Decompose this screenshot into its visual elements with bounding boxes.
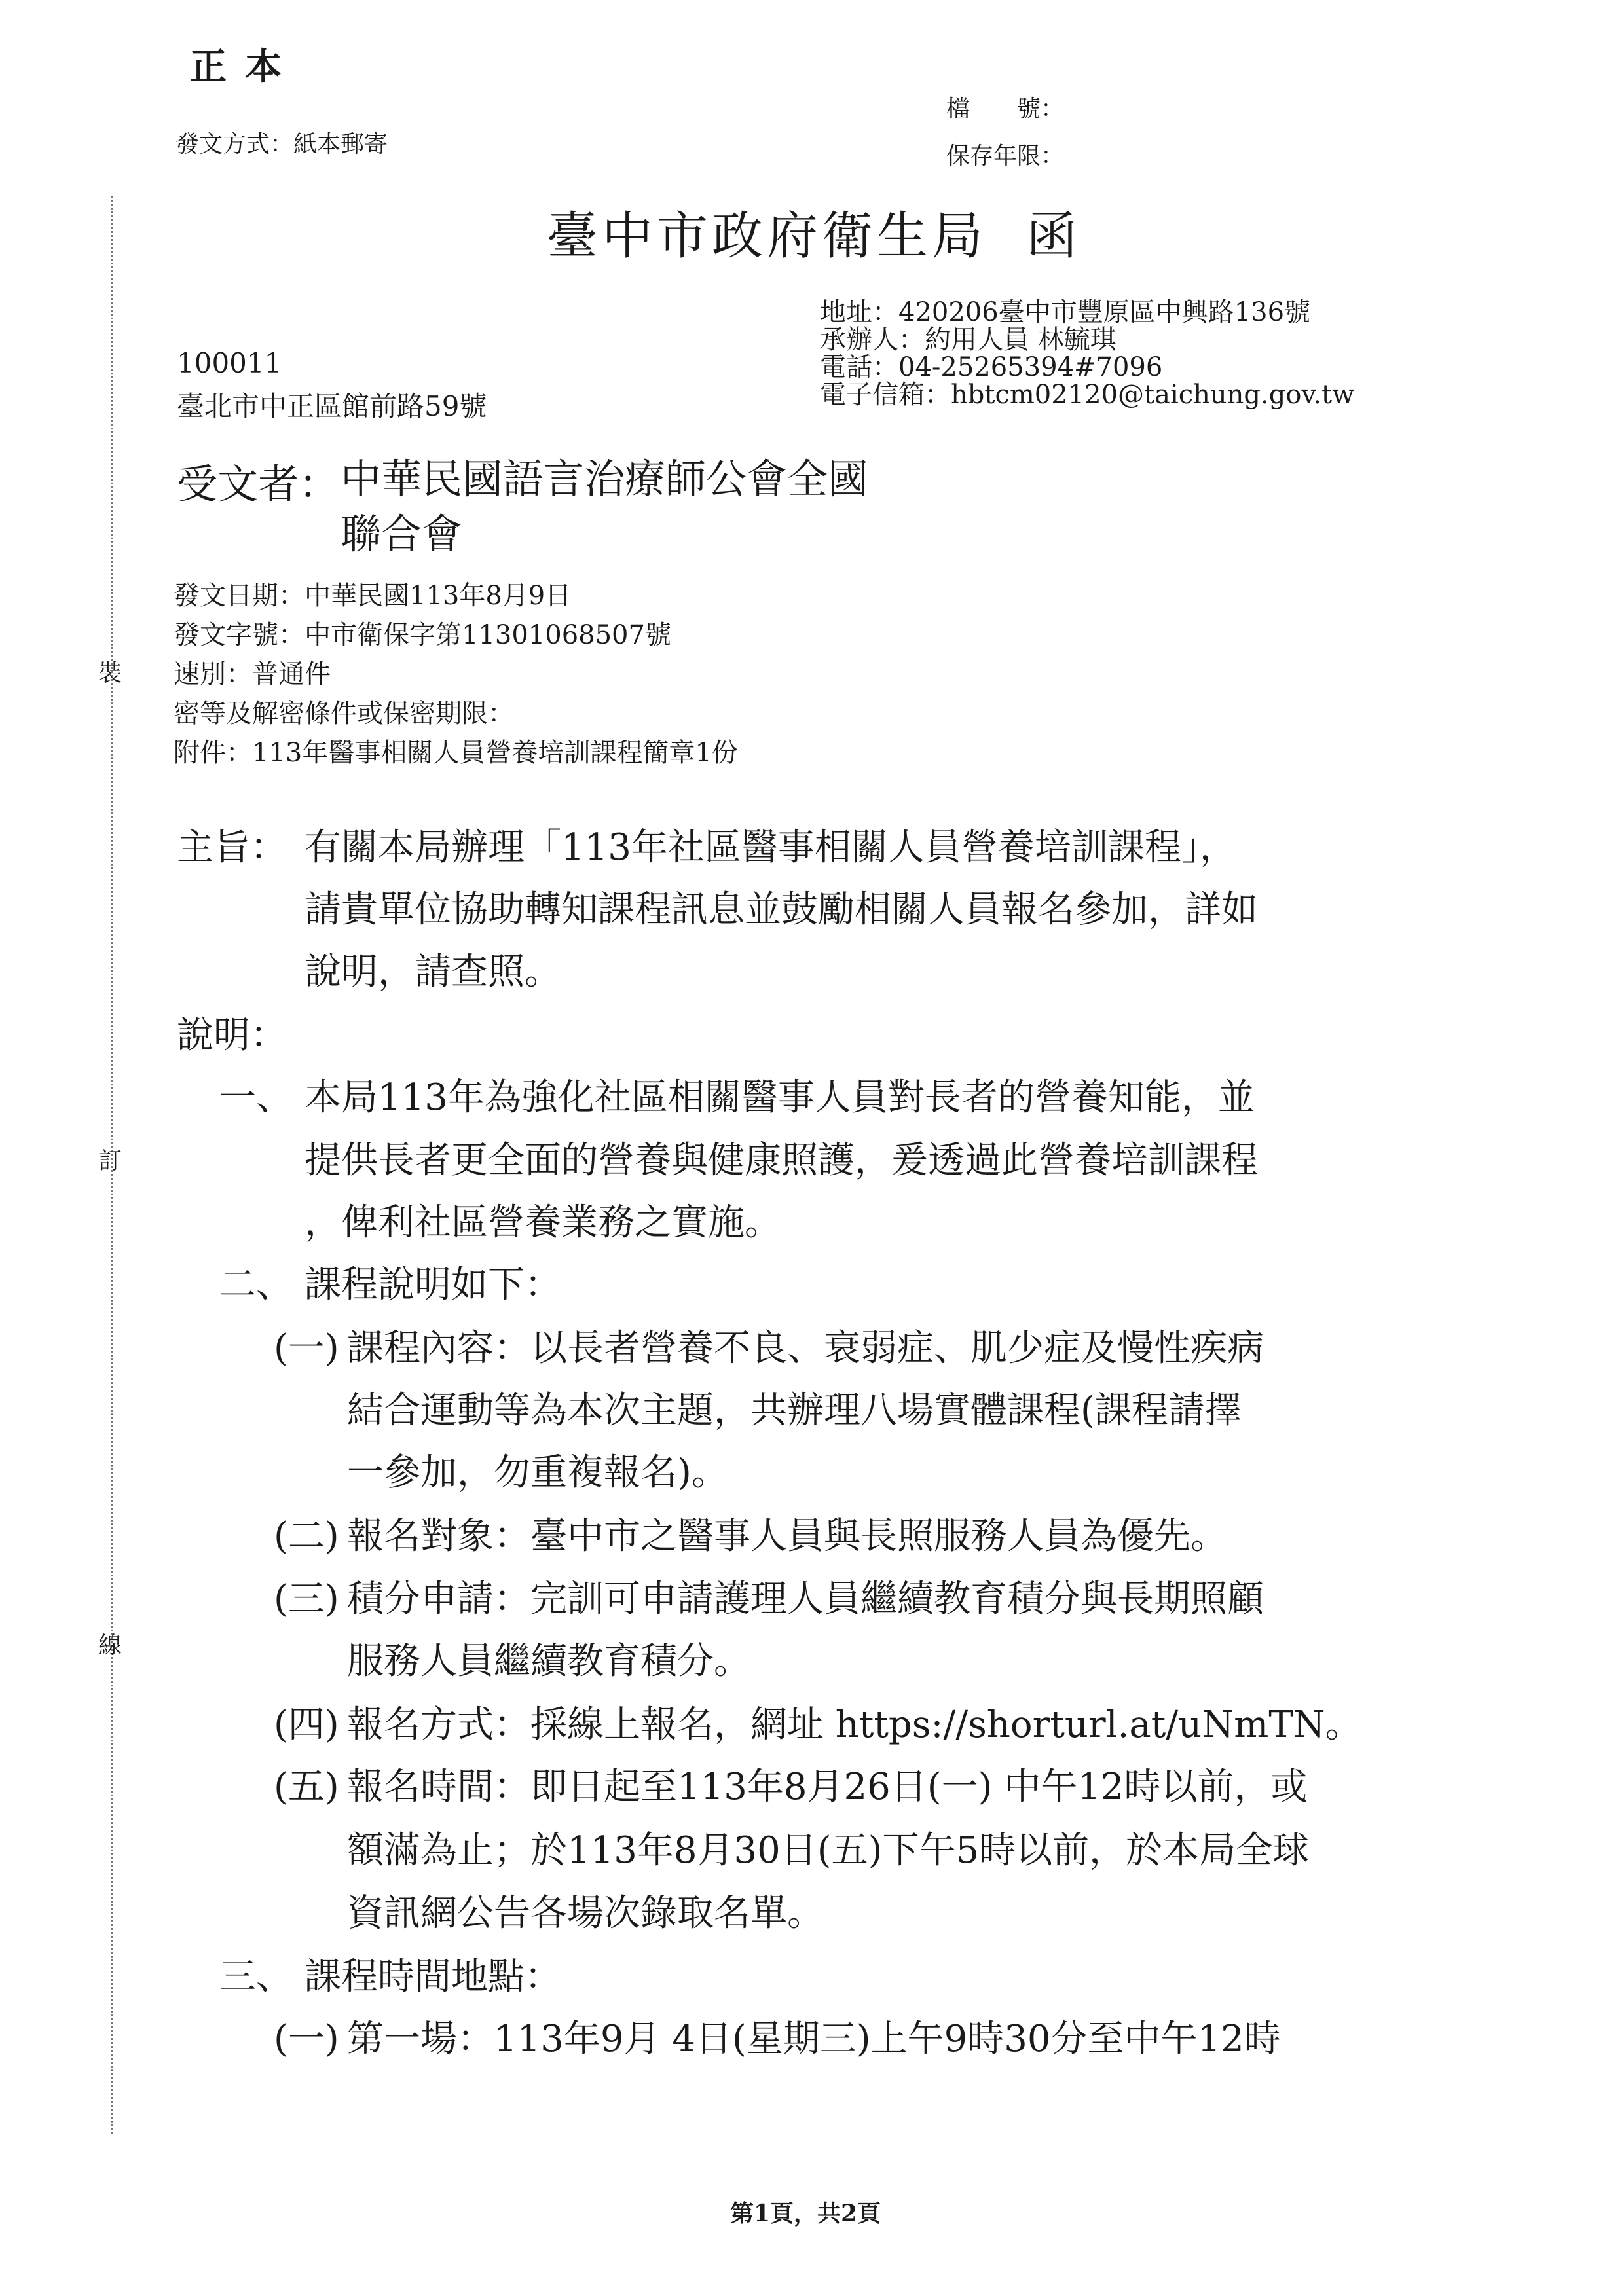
item-2-sub-5-line-2: 額滿為止；於113年8月30日(五)下午5時以前，於本局全球: [347, 1829, 1310, 1872]
item-2-sub-4-number: (四): [274, 1704, 339, 1746]
subject-line-2: 請貴單位協助轉知課程訊息並鼓勵相關人員報名參加，詳如: [304, 888, 1258, 931]
sender-email: 電子信箱：hbtcm02120@taichung.gov.tw: [820, 380, 1355, 410]
item-1-line-1: 本局113年為強化社區相關醫事人員對長者的營養知能，並: [304, 1076, 1255, 1119]
document-type: 函: [1026, 207, 1082, 266]
item-2-sub-3-line-2: 服務人員繼續教育積分。: [347, 1640, 750, 1683]
item-2-sub-1-number: (一): [274, 1327, 339, 1370]
binding-mark-xian: 線: [98, 1632, 122, 1659]
item-2-heading: 課程說明如下：: [304, 1264, 561, 1306]
recipient-mailing-address: 臺北市中正區館前路59號: [177, 390, 487, 422]
item-2-sub-1-line-1: 課程內容：以長者營養不良、衰弱症、肌少症及慢性疾病: [347, 1327, 1264, 1370]
issue-date: 發文日期：中華民國113年8月9日: [174, 581, 572, 611]
item-2-sub-1-line-2: 結合運動等為本次主題，共辦理八場實體課程(課程請擇: [347, 1389, 1242, 1432]
item-1-number: 一、: [219, 1076, 293, 1119]
item-1-line-2: 提供長者更全面的營養與健康照護，爰透過此營養培訓課程: [304, 1139, 1258, 1182]
item-3-sub-1-number: (一): [274, 2018, 339, 2060]
item-2-sub-1-line-3: 一參加，勿重複報名)。: [347, 1451, 728, 1494]
subject-line-3: 說明，請查照。: [304, 951, 561, 993]
item-2-sub-4-line-1: 報名方式：採線上報名，網址 https://shorturl.at/uNmTN。: [347, 1704, 1362, 1746]
explanation-label: 說明：: [177, 1014, 287, 1057]
document-title: [547, 195, 1081, 268]
delivery-speed: 速別：普通件: [174, 659, 331, 689]
issuing-organization: 臺中市政府衛生局: [547, 207, 987, 266]
item-3-number: 三、: [219, 1956, 293, 1998]
attachment: 附件：113年醫事相關人員營養培訓課程簡章1份: [174, 738, 738, 768]
file-number: 檔 號：: [946, 96, 1065, 122]
item-3-sub-1-line-1: 第一場：113年9月 4日(星期三)上午9時30分至中午12時: [347, 2018, 1281, 2060]
recipient-zip: 100011: [177, 347, 282, 379]
sender-contact-block: [820, 299, 1354, 409]
item-1-line-3: ，俾利社區營養業務之實施。: [304, 1201, 781, 1244]
item-2-sub-5-number: (五): [274, 1766, 339, 1808]
recipient-name: 中華民國語言治療師公會全國聯合會: [341, 455, 869, 558]
item-2-sub-2-number: (二): [274, 1515, 339, 1558]
page-number: 第1頁，共2頁: [730, 2200, 881, 2227]
send-method: 發文方式：紙本郵寄: [175, 131, 388, 158]
sender-phone: 電話：04-25265394#7096: [820, 352, 1163, 382]
item-2-number: 二、: [219, 1264, 293, 1306]
binding-mark-ding: 訂: [98, 1148, 122, 1175]
document-meta: [174, 576, 738, 773]
subject-label: 主旨：: [177, 826, 287, 869]
sender-address: 地址：420206臺中市豐原區中興路136號: [820, 297, 1311, 327]
item-2-sub-2-line-1: 報名對象：臺中市之醫事人員與長照服務人員為優先。: [347, 1515, 1227, 1558]
recipient-label: 受文者：: [177, 460, 340, 508]
retention-period: 保存年限：: [946, 143, 1065, 170]
secrecy-level: 密等及解密條件或保密期限：: [174, 699, 514, 729]
item-2-sub-5-line-3: 資訊網公告各場次錄取名單。: [347, 1892, 824, 1935]
item-2-sub-3-line-1: 積分申請：完訓可申請護理人員繼續教育積分與長期照顧: [347, 1578, 1264, 1620]
item-3-heading: 課程時間地點：: [304, 1956, 561, 1998]
copy-mark: 正本: [190, 45, 300, 88]
binding-mark-zhuang: 裝: [98, 660, 122, 687]
sender-handler: 承辦人：約用人員 林毓琪: [820, 325, 1116, 355]
subject-line-1: 有關本局辦理「113年社區醫事相關人員營養培訓課程」，: [304, 826, 1236, 869]
item-2-sub-5-line-1: 報名時間：即日起至113年8月26日(一) 中午12時以前，或: [347, 1766, 1308, 1808]
document-number: 發文字號：中市衛保字第11301068507號: [174, 620, 671, 650]
item-2-sub-3-number: (三): [274, 1578, 339, 1620]
